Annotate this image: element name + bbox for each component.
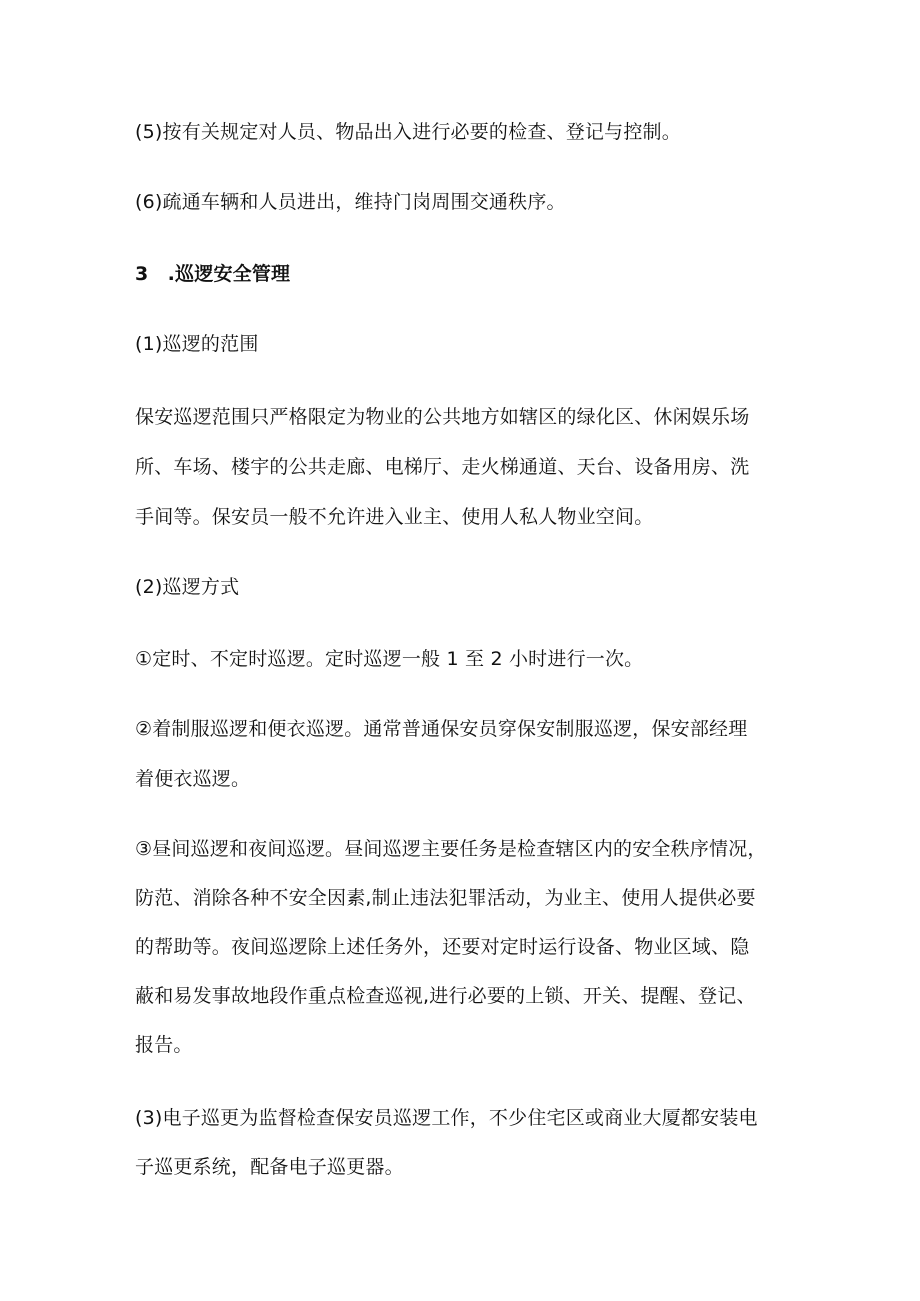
patrol-way-3-line-1: ③昼间巡逻和夜间巡逻。昼间巡逻主要任务是检查辖区内的安全秩序情况，: [135, 838, 767, 860]
subsection-1-heading: (1)巡逻的范围: [135, 333, 259, 355]
patrol-way-1: ①定时、不定时巡逻。定时巡逻一般 1 至 2 小时进行一次。: [135, 648, 644, 670]
patrol-way-3-line-4: 蔽和易发事故地段作重点检查巡视,进行必要的上锁、开关、提醒、登记、: [135, 985, 756, 1007]
paragraph-item-6: (6)疏通车辆和人员进出，维持门岗周围交通秩序。: [135, 191, 566, 213]
subsection-3-line-1: (3)电子巡更为监督检查保安员巡逻工作，不少住宅区或商业大厦都安装电: [135, 1107, 758, 1129]
subsection-3-line-2: 子巡更系统，配备电子巡更器。: [135, 1156, 404, 1178]
section-3-heading: 3 .巡逻安全管理: [135, 263, 291, 285]
paragraph-item-5: (5)按有关规定对人员、物品出入进行必要的检查、登记与控制。: [135, 121, 681, 143]
patrol-way-3-line-2: 防范、消除各种不安全因素,制止违法犯罪活动，为业主、使用人提供必要: [135, 887, 756, 909]
patrol-range-line-3: 手间等。保安员一般不允许进入业主、使用人私人物业空间。: [135, 506, 654, 528]
patrol-way-3-line-3: 的帮助等。夜间巡逻除上述任务外，还要对定时运行设备、物业区域、隐: [135, 936, 750, 958]
patrol-range-line-2: 所、车场、楼宇的公共走廊、电梯厅、走火梯通道、天台、设备用房、洗: [135, 456, 750, 478]
patrol-way-3-line-5: 报告。: [135, 1034, 193, 1056]
patrol-way-2-line-2: 着便衣巡逻。: [135, 768, 251, 790]
patrol-range-line-1: 保安巡逻范围只严格限定为物业的公共地方如辖区的绿化区、休闲娱乐场: [135, 406, 750, 428]
patrol-way-2-line-1: ②着制服巡逻和便衣巡逻。通常普通保安员穿保安制服巡逻，保安部经理: [135, 718, 748, 740]
subsection-2-heading: (2)巡逻方式: [135, 576, 240, 598]
